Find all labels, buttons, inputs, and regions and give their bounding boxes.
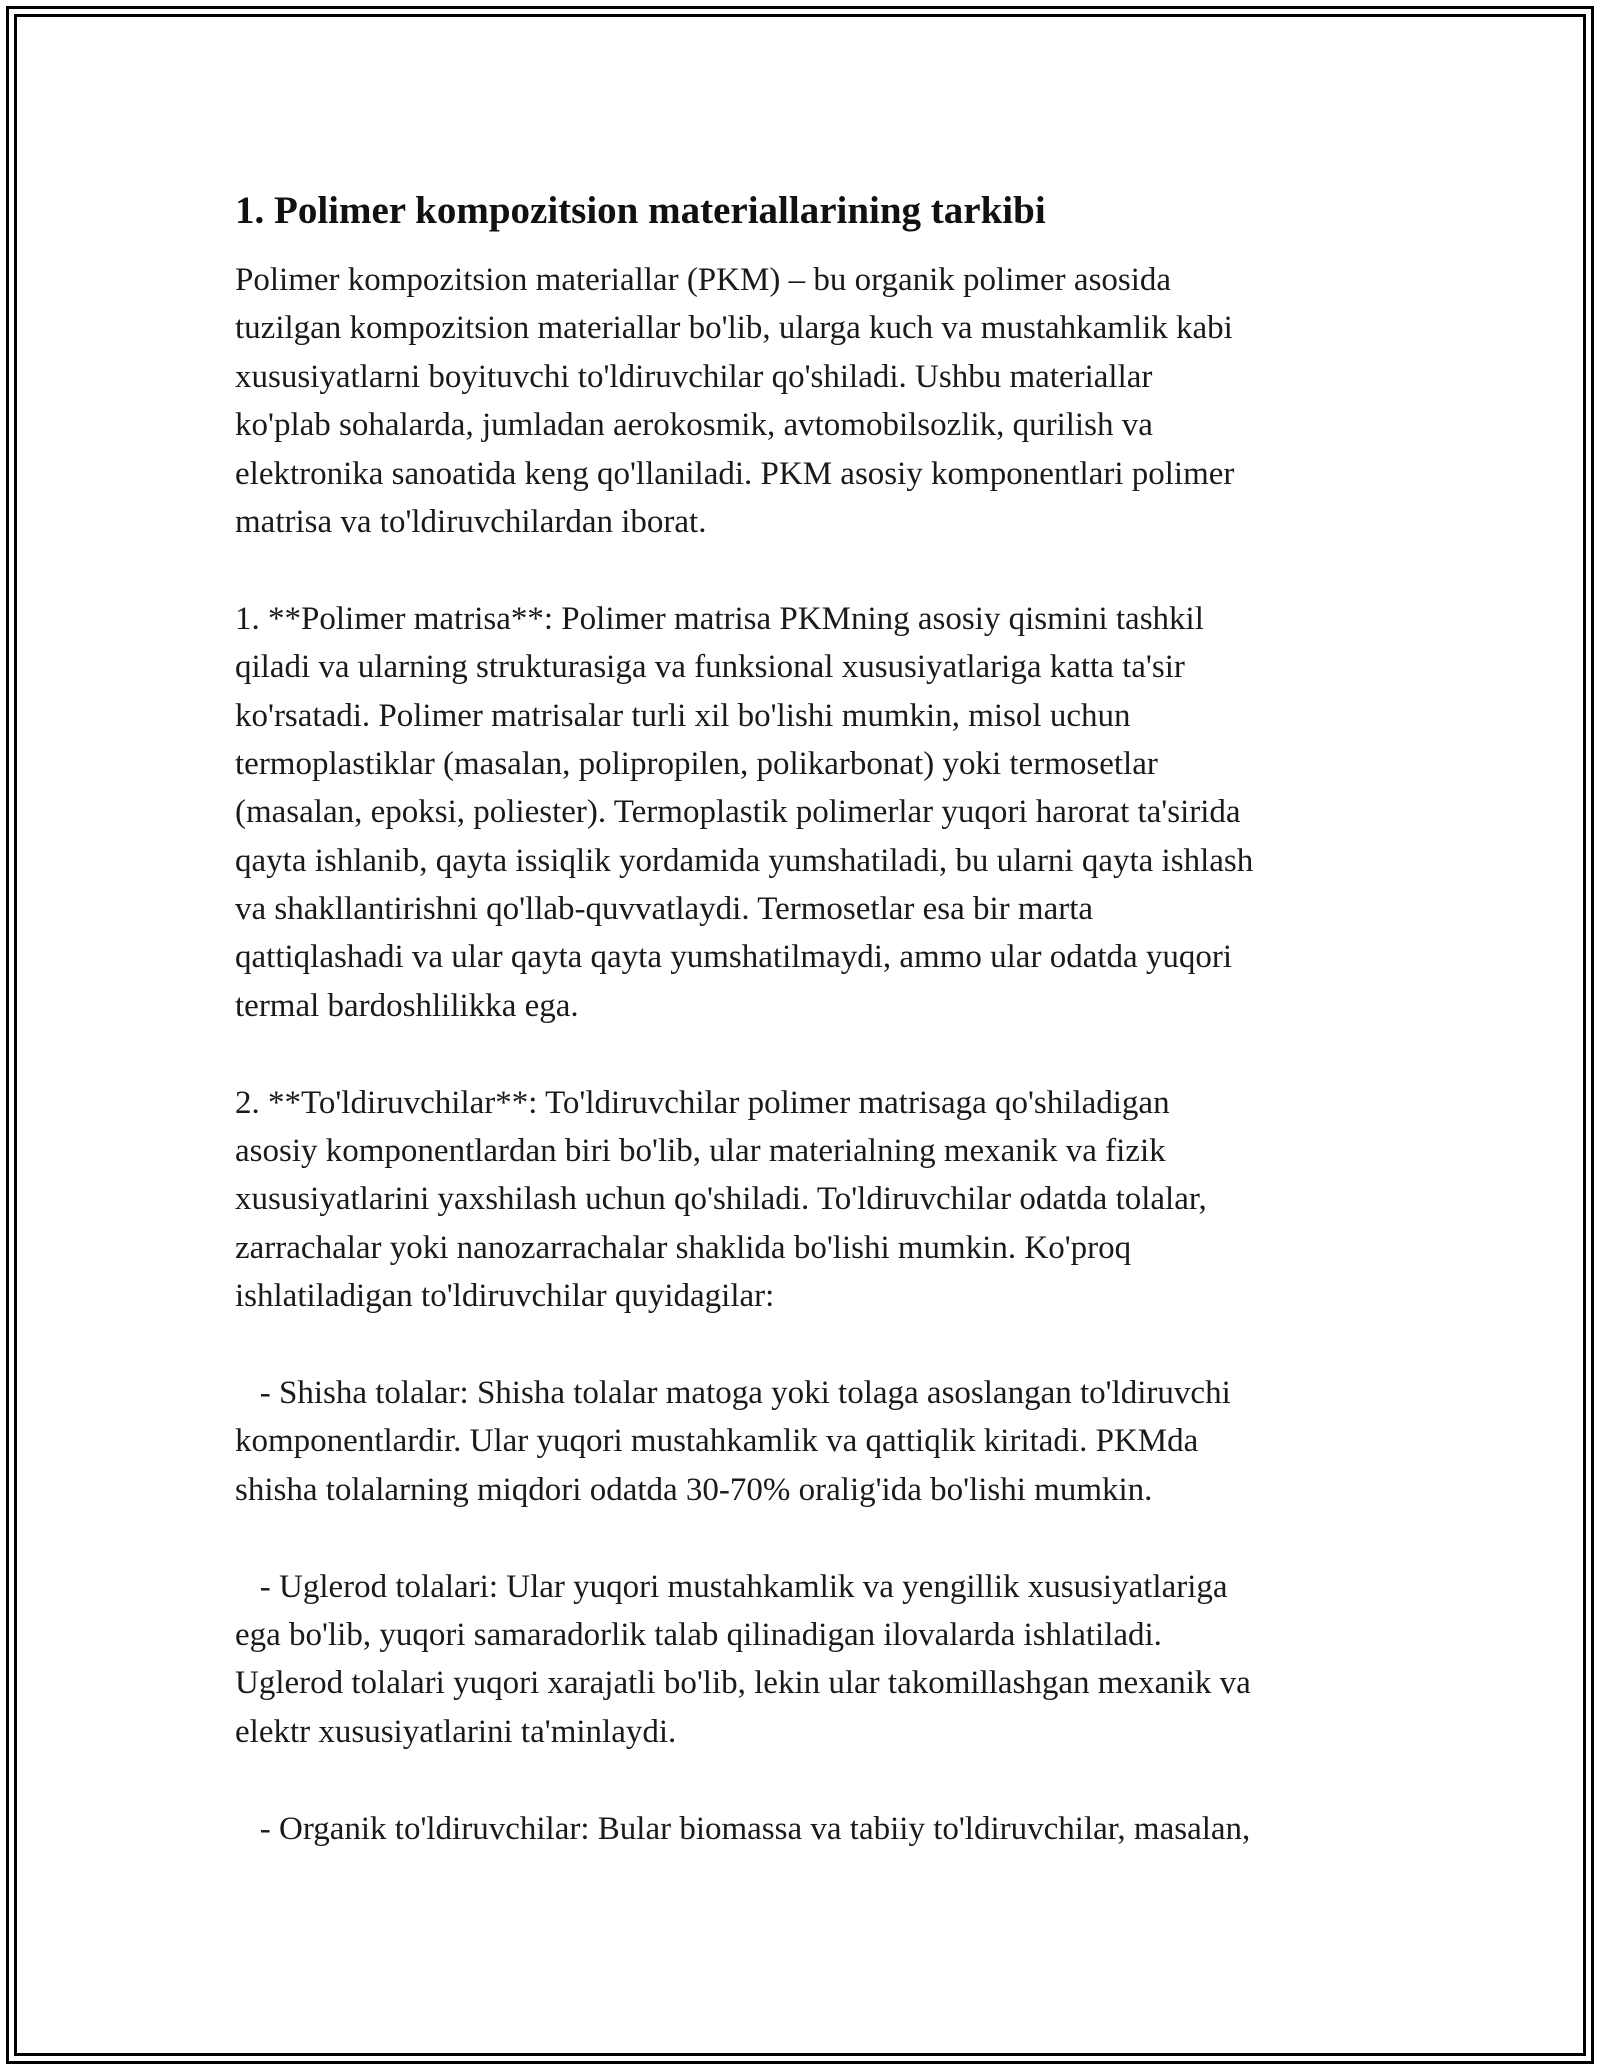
text-line: 2. **To'ldiruvchilar**: To'ldiruvchilar polimer matrisaga qo'shiladigan: [235, 1084, 1170, 1121]
text-line: elektronika sanoatida keng qo'llaniladi. PKM asosiy komponentlari polimer: [235, 455, 1235, 492]
text-line: - Uglerod tolalari: Ular yuqori mustahkamlik va yengillik xususiyatlariga: [235, 1568, 1228, 1605]
paragraph-intro: [235, 256, 1385, 546]
text-line: va shakllantirishni qo'llab-quvvatlaydi. Termosetlar esa bir marta: [235, 891, 1094, 928]
text-line: - Organik to'ldiruvchilar: Bular biomassa va tabiiy to'ldiruvchilar, masalan,: [235, 1810, 1251, 1847]
text-line: (masalan, epoksi, poliester). Termoplastik polimerlar yuqori harorat ta'sirida: [235, 794, 1241, 831]
text-line: asosiy komponentlardan biri bo'lib, ular materialning mexanik va fizik: [235, 1133, 1166, 1170]
text-line: qattiqlashadi va ular qayta qayta yumshatilmaydi, ammo ular odatda yuqori: [235, 939, 1233, 976]
text-line: Uglerod tolalari yuqori xarajatli bo'lib, lekin ular takomillashgan mexanik va: [235, 1665, 1251, 1702]
text-line: qayta ishlanib, qayta issiqlik yordamida yumshatiladi, bu ularni qayta ishlash: [235, 842, 1254, 879]
text-line: shisha tolalarning miqdori odatda 30-70% oralig'ida bo'lishi mumkin.: [235, 1471, 1153, 1508]
text-line: termoplastiklar (masalan, polipropilen, polikarbonat) yoki termosetlar: [235, 745, 1158, 782]
list-item-uglerod-tolalari: [235, 1563, 1385, 1757]
list-item-organik-toldiruvchilar: [235, 1805, 1385, 1853]
text-line: xususiyatlarni boyituvchi to'ldiruvchilar qo'shiladi. Ushbu materiallar: [235, 358, 1153, 395]
text-line: Polimer kompozitsion materiallar (PKM) – bu organik polimer asosida: [235, 262, 1172, 298]
document-title: 1. Polimer kompozitsion materiallarining tarkibi: [235, 189, 1046, 232]
text-line: - Shisha tolalar: Shisha tolalar matoga yoki tolaga asoslangan to'ldiruvchi: [235, 1374, 1231, 1411]
paragraph-toldiruvchilar: [235, 1079, 1385, 1321]
text-line: elektr xususiyatlarini ta'minlaydi.: [235, 1713, 677, 1750]
text-line: ega bo'lib, yuqori samaradorlik talab qilinadigan ilovalarda ishlatiladi.: [235, 1616, 1162, 1653]
text-line: ishlatiladigan to'ldiruvchilar quyidagilar:: [235, 1278, 775, 1315]
text-line: xususiyatlarini yaxshilash uchun qo'shiladi. To'ldiruvchilar odatda tolalar,: [235, 1181, 1207, 1218]
list-item-shisha-tolalar: [235, 1369, 1385, 1514]
text-line: termal bardoshlilikka ega.: [235, 987, 579, 1024]
text-line: tuzilgan kompozitsion materiallar bo'lib, ularga kuch va mustahkamlik kabi: [235, 310, 1233, 347]
text-line: 1. **Polimer matrisa**: Polimer matrisa PKMning asosiy qismini tashkil: [235, 600, 1204, 637]
paragraph-polimer-matrisa: [235, 595, 1385, 1031]
text-line: zarrachalar yoki nanozarrachalar shaklida bo'lishi mumkin. Ko'proq: [235, 1229, 1132, 1266]
text-line: komponentlardir. Ular yuqori mustahkamlik va qattiqlik kiritadi. PKMda: [235, 1423, 1199, 1460]
text-line: matrisa va to'ldiruvchilardan iborat.: [235, 503, 707, 540]
text-line: ko'plab sohalarda, jumladan aerokosmik, avtomobilsozlik, qurilish va: [235, 407, 1153, 444]
text-line: ko'rsatadi. Polimer matrisalar turli xil bo'lishi mumkin, misol uchun: [235, 697, 1131, 734]
document-body: [235, 186, 1385, 1853]
text-line: qiladi va ularning strukturasiga va funksional xususiyatlariga katta ta'sir: [235, 649, 1185, 686]
